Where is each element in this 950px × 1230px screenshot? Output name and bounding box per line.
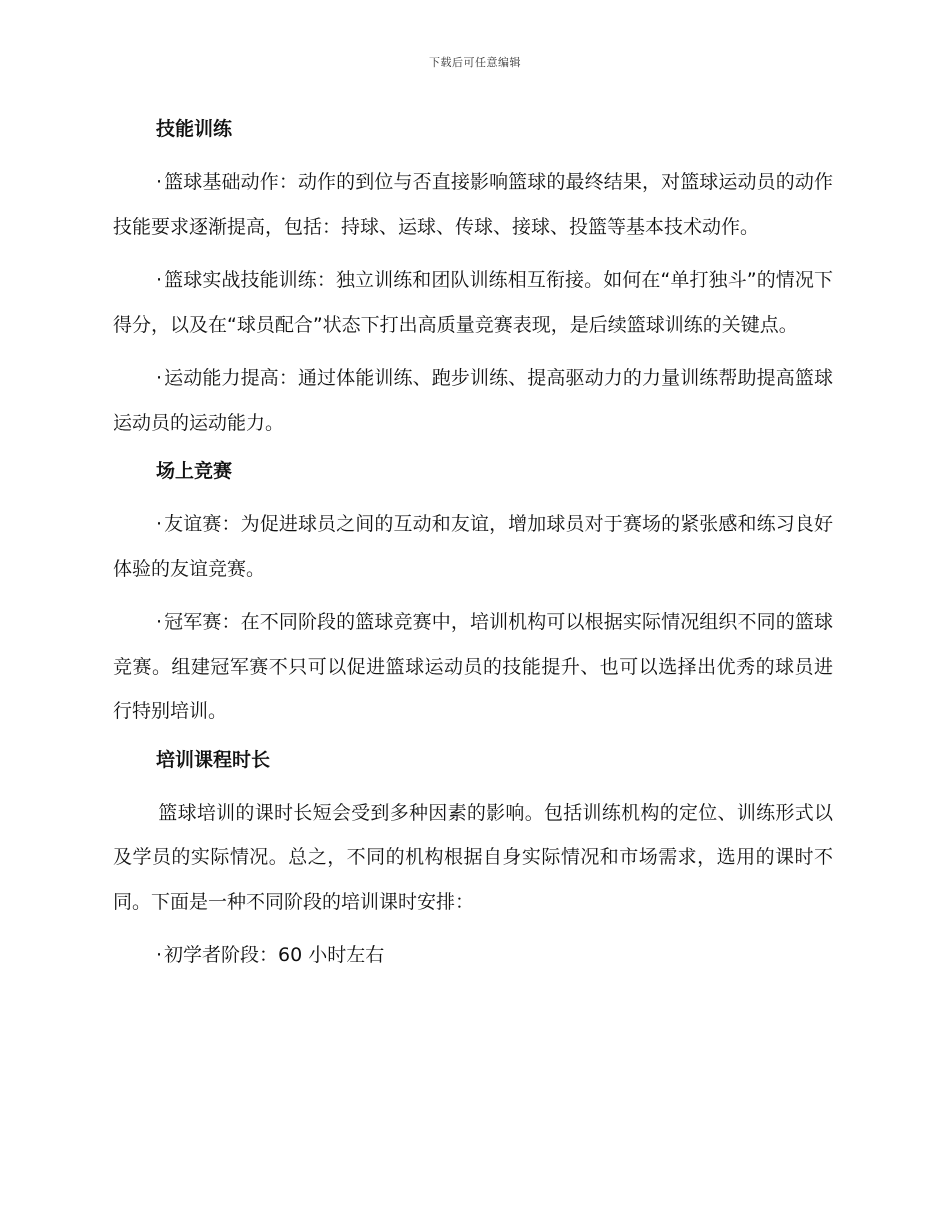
paragraph-basic-moves xyxy=(113,160,833,249)
paragraph-text: 冠军赛：在不同阶段的篮球竞赛中，培训机构可以根据实际情况组织不同的篮球竞赛。组建冠军赛不只可以促进篮球运动员的技能提升、也可以选择出优秀的球员进行特别培训。 xyxy=(113,611,833,722)
paragraph-text: 篮球实战技能训练：独立训练和团队训练相互衔接。如何在“单打独斗”的情况下得分，以及在“球员配合”状态下打出高质量竞赛表现，是后续篮球训练的关键点。 xyxy=(113,269,833,336)
paragraph-text: 初学者阶段：60 小时左右 xyxy=(164,944,385,966)
section-heading-skill-training: 技能训练 xyxy=(156,118,233,140)
bullet-marker: · xyxy=(156,367,163,389)
paragraph-text: 友谊赛：为促进球员之间的互动和友谊，增加球员对于赛场的紧张感和练习良好体验的友谊竞赛。 xyxy=(113,513,833,580)
paragraph-friendly-match xyxy=(113,502,833,591)
section-heading-competition: 场上竞赛 xyxy=(156,460,233,482)
bullet-marker: · xyxy=(156,944,163,966)
paragraph-beginner-stage xyxy=(113,933,833,978)
paragraph-championship xyxy=(113,600,833,734)
section-heading-course-duration: 培训课程时长 xyxy=(156,748,271,771)
paragraph-duration-intro xyxy=(113,791,833,925)
bullet-marker: · xyxy=(156,269,163,291)
paragraph-text: 篮球培训的课时长短会受到多种因素的影响。包括训练机构的定位、训练形式以及学员的实际情况。总之，不同的机构根据自身实际情况和市场需求，选用的课时不同。下面是一种不同阶段的培训课时安排： xyxy=(113,801,833,913)
paragraph-practical-skills xyxy=(113,258,833,347)
header-note: 下载后可任意编辑 xyxy=(429,56,521,69)
paragraph-athletic-ability xyxy=(113,356,833,445)
document-body xyxy=(113,112,833,987)
bullet-marker: · xyxy=(156,513,163,535)
bullet-marker: · xyxy=(156,171,163,193)
paragraph-text: 运动能力提高：通过体能训练、跑步训练、提高驱动力的力量训练帮助提高篮球运动员的运动能力。 xyxy=(113,367,833,434)
paragraph-text: 篮球基础动作：动作的到位与否直接影响篮球的最终结果，对篮球运动员的动作技能要求逐渐提高，包括：持球、运球、传球、接球、投篮等基本技术动作。 xyxy=(113,171,833,238)
bullet-marker: · xyxy=(156,611,163,633)
